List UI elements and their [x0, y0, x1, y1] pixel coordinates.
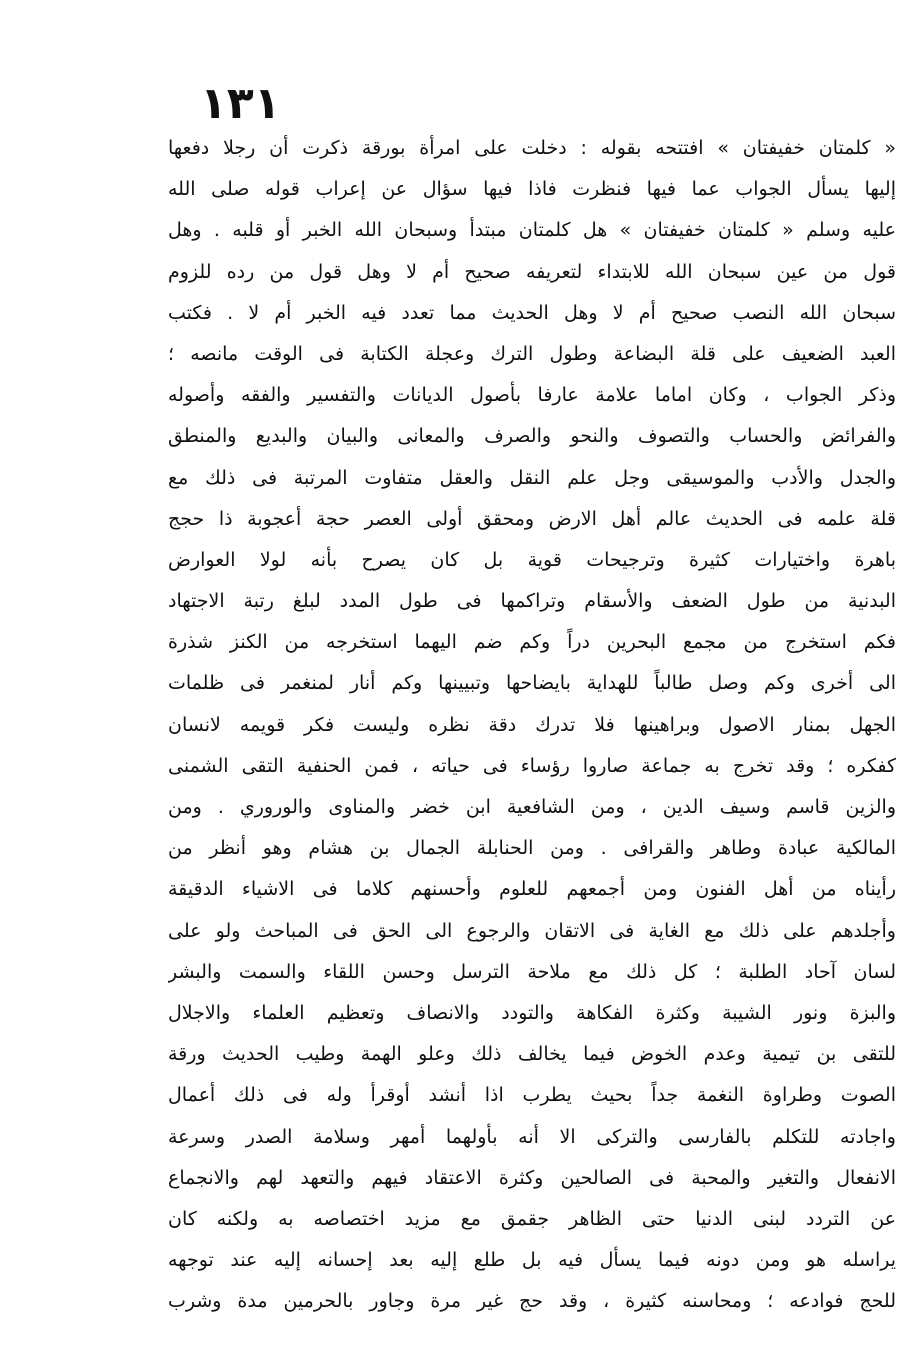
- text-line: الانفعال والتغير والمحبة فى الصالحين وكثرة الاعتقاد فيهم والتعهد لهم والانجماع: [168, 1166, 896, 1189]
- text-line: عن التردد لبنى الدنيا حتى الظاهر جقمق مع مزيد اختصاصه به ولكنه كان: [168, 1207, 896, 1230]
- text-line: الى أخرى وكم وصل طالباً للهداية بايضاحها وتبيينها وكم أنار لمنغمر فى ظلمات: [168, 672, 896, 695]
- text-line: « كلمتان خفيفتان » افتتحه بقوله : دخلت على امرأة بورقة ذكرت أن رجلا دفعها: [168, 137, 896, 159]
- text-line: سبحان الله النصب صحيح أم لا وهل الحديث مما تعدد فيه الخبر أم لا . فكتب: [168, 301, 896, 324]
- text-line: للحج فوادعه ؛ ومحاسنه كثيرة ، وقد حج غير مرة وجاور بالحرمين مدة وشرب: [168, 1290, 896, 1313]
- text-line: إليها يسأل الجواب عما فيها فنظرت فاذا فيها سؤال عن إعراب قوله صلى الله: [168, 178, 896, 201]
- text-line: قول من عين سبحان الله للابتداء لتعريفه صحيح أم لا وهل قول من رده للزوم: [168, 260, 896, 283]
- text-line: واجادته للتكلم بالفارسى والتركى الا أنه بأولهما أمهر وسلامة الصدر وسرعة: [168, 1125, 896, 1148]
- text-line: وذكر الجواب ، وكان اماما علامة عارفا بأصول الديانات والتفسير والفقه وأصوله: [168, 384, 896, 407]
- text-line: والفرائض والحساب والتصوف والنحو والصرف والمعانى والبيان والبديع والمنطق: [168, 425, 896, 448]
- text-line: يراسله هو ومن دونه فيما يسأل فيه بل طلع إليه بعد إحسانه إليه عند توجهه: [168, 1249, 896, 1272]
- text-line: البدنية من طول الضعف والأسقام وتراكمها فى طول المدد لبلغ رتبة الاجتهاد: [168, 590, 896, 613]
- text-line: عليه وسلم « كلمتان خفيفتان » هل كلمتان مبتدأ وسبحان الله الخبر أو قلبه . وهل: [168, 219, 896, 242]
- text-line: فكم استخرج من مجمع البحرين دراً وكم ضم اليهما استخرجه من الكنز شذرة: [168, 631, 896, 654]
- text-line: وأجلدهم على ذلك مع الغاية فى الاتقان والرجوع الى الحق فى المباحث ولو على: [168, 919, 896, 942]
- text-line: والزين قاسم وسيف الدين ، ومن الشافعية ابن خضر والمناوى والوروري . ومن: [168, 796, 896, 818]
- text-line: الجهل بمنار الاصول وبراهينها فلا تدرك دقة نظره وليست فكر قويمه لانسان: [168, 713, 896, 736]
- text-line: رأيناه من أهل الفنون ومن أجمعهم للعلوم وأحسنهم كلاما فى الاشياء الدقيقة: [168, 878, 896, 901]
- body-text: [168, 128, 896, 1322]
- text-line: لسان آحاد الطلبة ؛ كل ذلك مع ملاحة الترسل وحسن اللقاء والسمت والبشر: [168, 960, 896, 983]
- page-number: ١٣١: [200, 78, 281, 129]
- text-line: والجدل والأدب والموسيقى وجل علم النقل والعقل متفاوت المرتبة فى ذلك مع: [168, 466, 896, 489]
- text-line: للتقى بن تيمية وعدم الخوض فيما يخالف ذلك وعلو الهمة وطيب الحديث ورقة: [168, 1043, 896, 1066]
- text-line: كفكره ؛ وقد تخرج به جماعة صاروا رؤساء فى حياته ، فمن الحنفية التقى الشمنى: [168, 754, 896, 777]
- text-line: العبد الضعيف على قلة البضاعة وطول الترك وعجلة الكتابة فى الوقت مانصه ؛: [168, 342, 896, 365]
- text-line: والبزة ونور الشيبة وكثرة الفكاهة والتودد والانصاف وتعظيم العلماء والاجلال: [168, 1001, 896, 1024]
- text-line: المالكية عبادة وطاهر والقرافى . ومن الحنابلة الجمال بن هشام وهو أنظر من: [168, 837, 896, 860]
- text-line: باهرة واختيارات كثيرة وترجيحات قوية بل كان يصرح بأنه لولا العوارض: [168, 548, 896, 571]
- text-line: قلة علمه فى الحديث عالم أهل الارض ومحقق أولى العصر حجة أعجوبة ذا حجج: [168, 507, 896, 530]
- text-line: الصوت وطراوة النغمة جداً بحيث يطرب اذا أنشد أوقرأ وله فى ذلك أعمال: [168, 1084, 896, 1107]
